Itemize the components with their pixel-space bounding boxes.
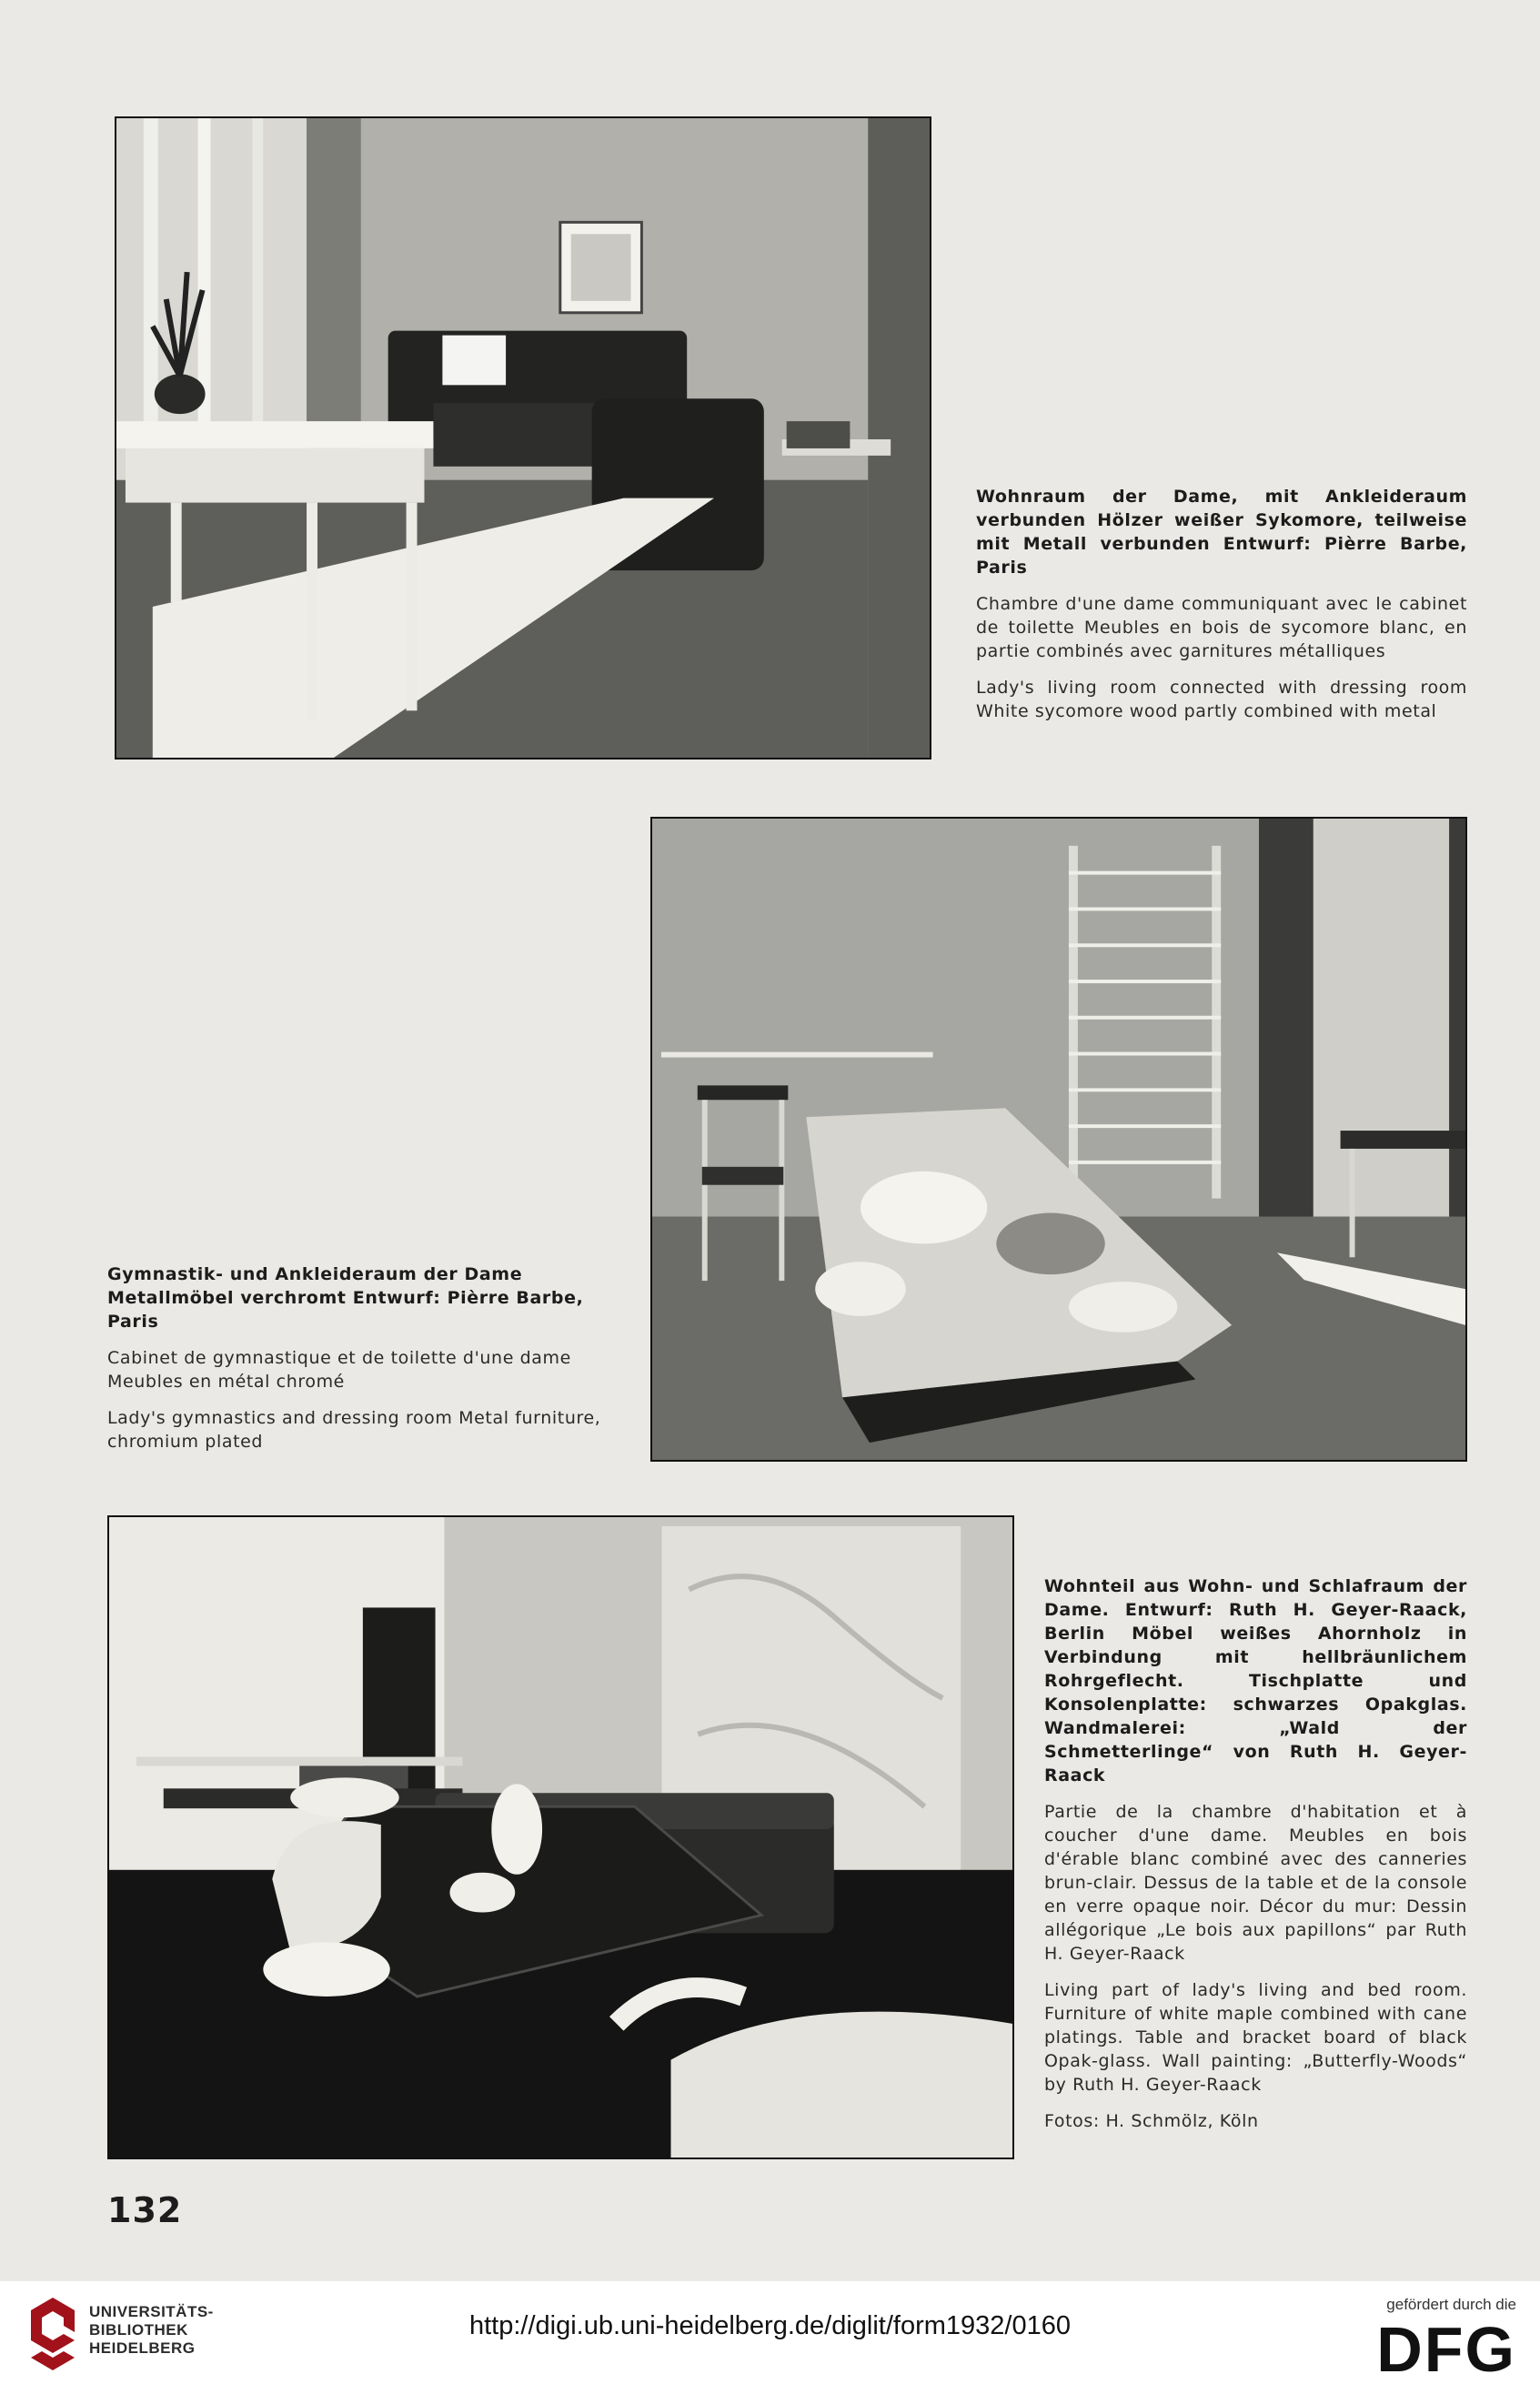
library-name-line: UNIVERSITÄTS- xyxy=(89,2303,214,2320)
caption-living-room xyxy=(976,485,1467,736)
caption-living-part xyxy=(1044,1574,1467,2146)
caption-living-room-en: Lady's living room connected with dressing room White sycomore wood partly combined with metal xyxy=(976,678,1467,721)
caption-living-room-fr: Chambre d'une dame communiquant avec le cabinet de toilette Meubles en bois de sycomore blanc, en partie combinés avec garnitures métalliques xyxy=(976,594,1467,661)
photo-living-room xyxy=(115,116,931,759)
caption-living-room-de: Wohnraum der Dame, mit Ankleideraum verbunden Hölzer weißer Sykomore, teilweise mit Metall verbunden Entwurf: Pièrre Barbe, Paris xyxy=(976,487,1467,578)
photo-living-part xyxy=(107,1515,1014,2159)
dfg-logo: DFG xyxy=(1376,2314,1516,2385)
caption-living-part-en: Living part of lady's living and bed room. Furniture of white maple combined with cane platings. Table and bracket board of black Opak-glass. Wall painting: „Butterfly-Woods“ by Ruth H. Geyer-Raack xyxy=(1044,1980,1467,2095)
photo-gymnastics-room xyxy=(650,817,1467,1462)
photo-credit: Fotos: H. Schmölz, Köln xyxy=(1044,2111,1259,2131)
page-number: 132 xyxy=(107,2190,183,2230)
caption-gymnastics-room-en: Lady's gymnastics and dressing room Metal furniture, chromium plated xyxy=(107,1408,601,1452)
library-name-line: BIBLIOTHEK xyxy=(89,2321,188,2339)
caption-living-part-de: Wohnteil aus Wohn- und Schlafraum der Dame. Entwurf: Ruth H. Geyer-Raack, Berlin Möbel weißes Ahornholz in Verbindung mit hellbräunlichem Rohrgeflecht. Tischplatte und Konsolenplatte: schwarzes Opakglas. Wandmalerei: „Wald der Schmetterlinge“ von Ruth H. Geyer-Raack xyxy=(1044,1576,1467,1785)
caption-living-part-fr: Partie de la chambre d'habitation et à coucher d'une dame. Meubles en bois d'érable blanc combiné avec des canneries brun-clair. Dessus de la table et de la console en verre opaque noir. Décor du mur: Dessin allégorique „Le bois aux papillons“ par Ruth H. Geyer-Raack xyxy=(1044,1802,1467,1964)
caption-gymnastics-room-de: Gymnastik- und Ankleideraum der Dame Metallmöbel verchromt Entwurf: Pièrre Barbe, Paris xyxy=(107,1264,584,1332)
funding-label: gefördert durch die xyxy=(1386,2296,1516,2313)
library-name-line: HEIDELBERG xyxy=(89,2339,196,2357)
caption-gymnastics-room-fr: Cabinet de gymnastique et de toilette d'une dame Meubles en métal chromé xyxy=(107,1348,571,1392)
source-url-link[interactable]: http://digi.ub.uni-heidelberg.de/diglit/form1932/0160 xyxy=(468,2311,1071,2340)
caption-gymnastics-room xyxy=(107,1262,615,1466)
